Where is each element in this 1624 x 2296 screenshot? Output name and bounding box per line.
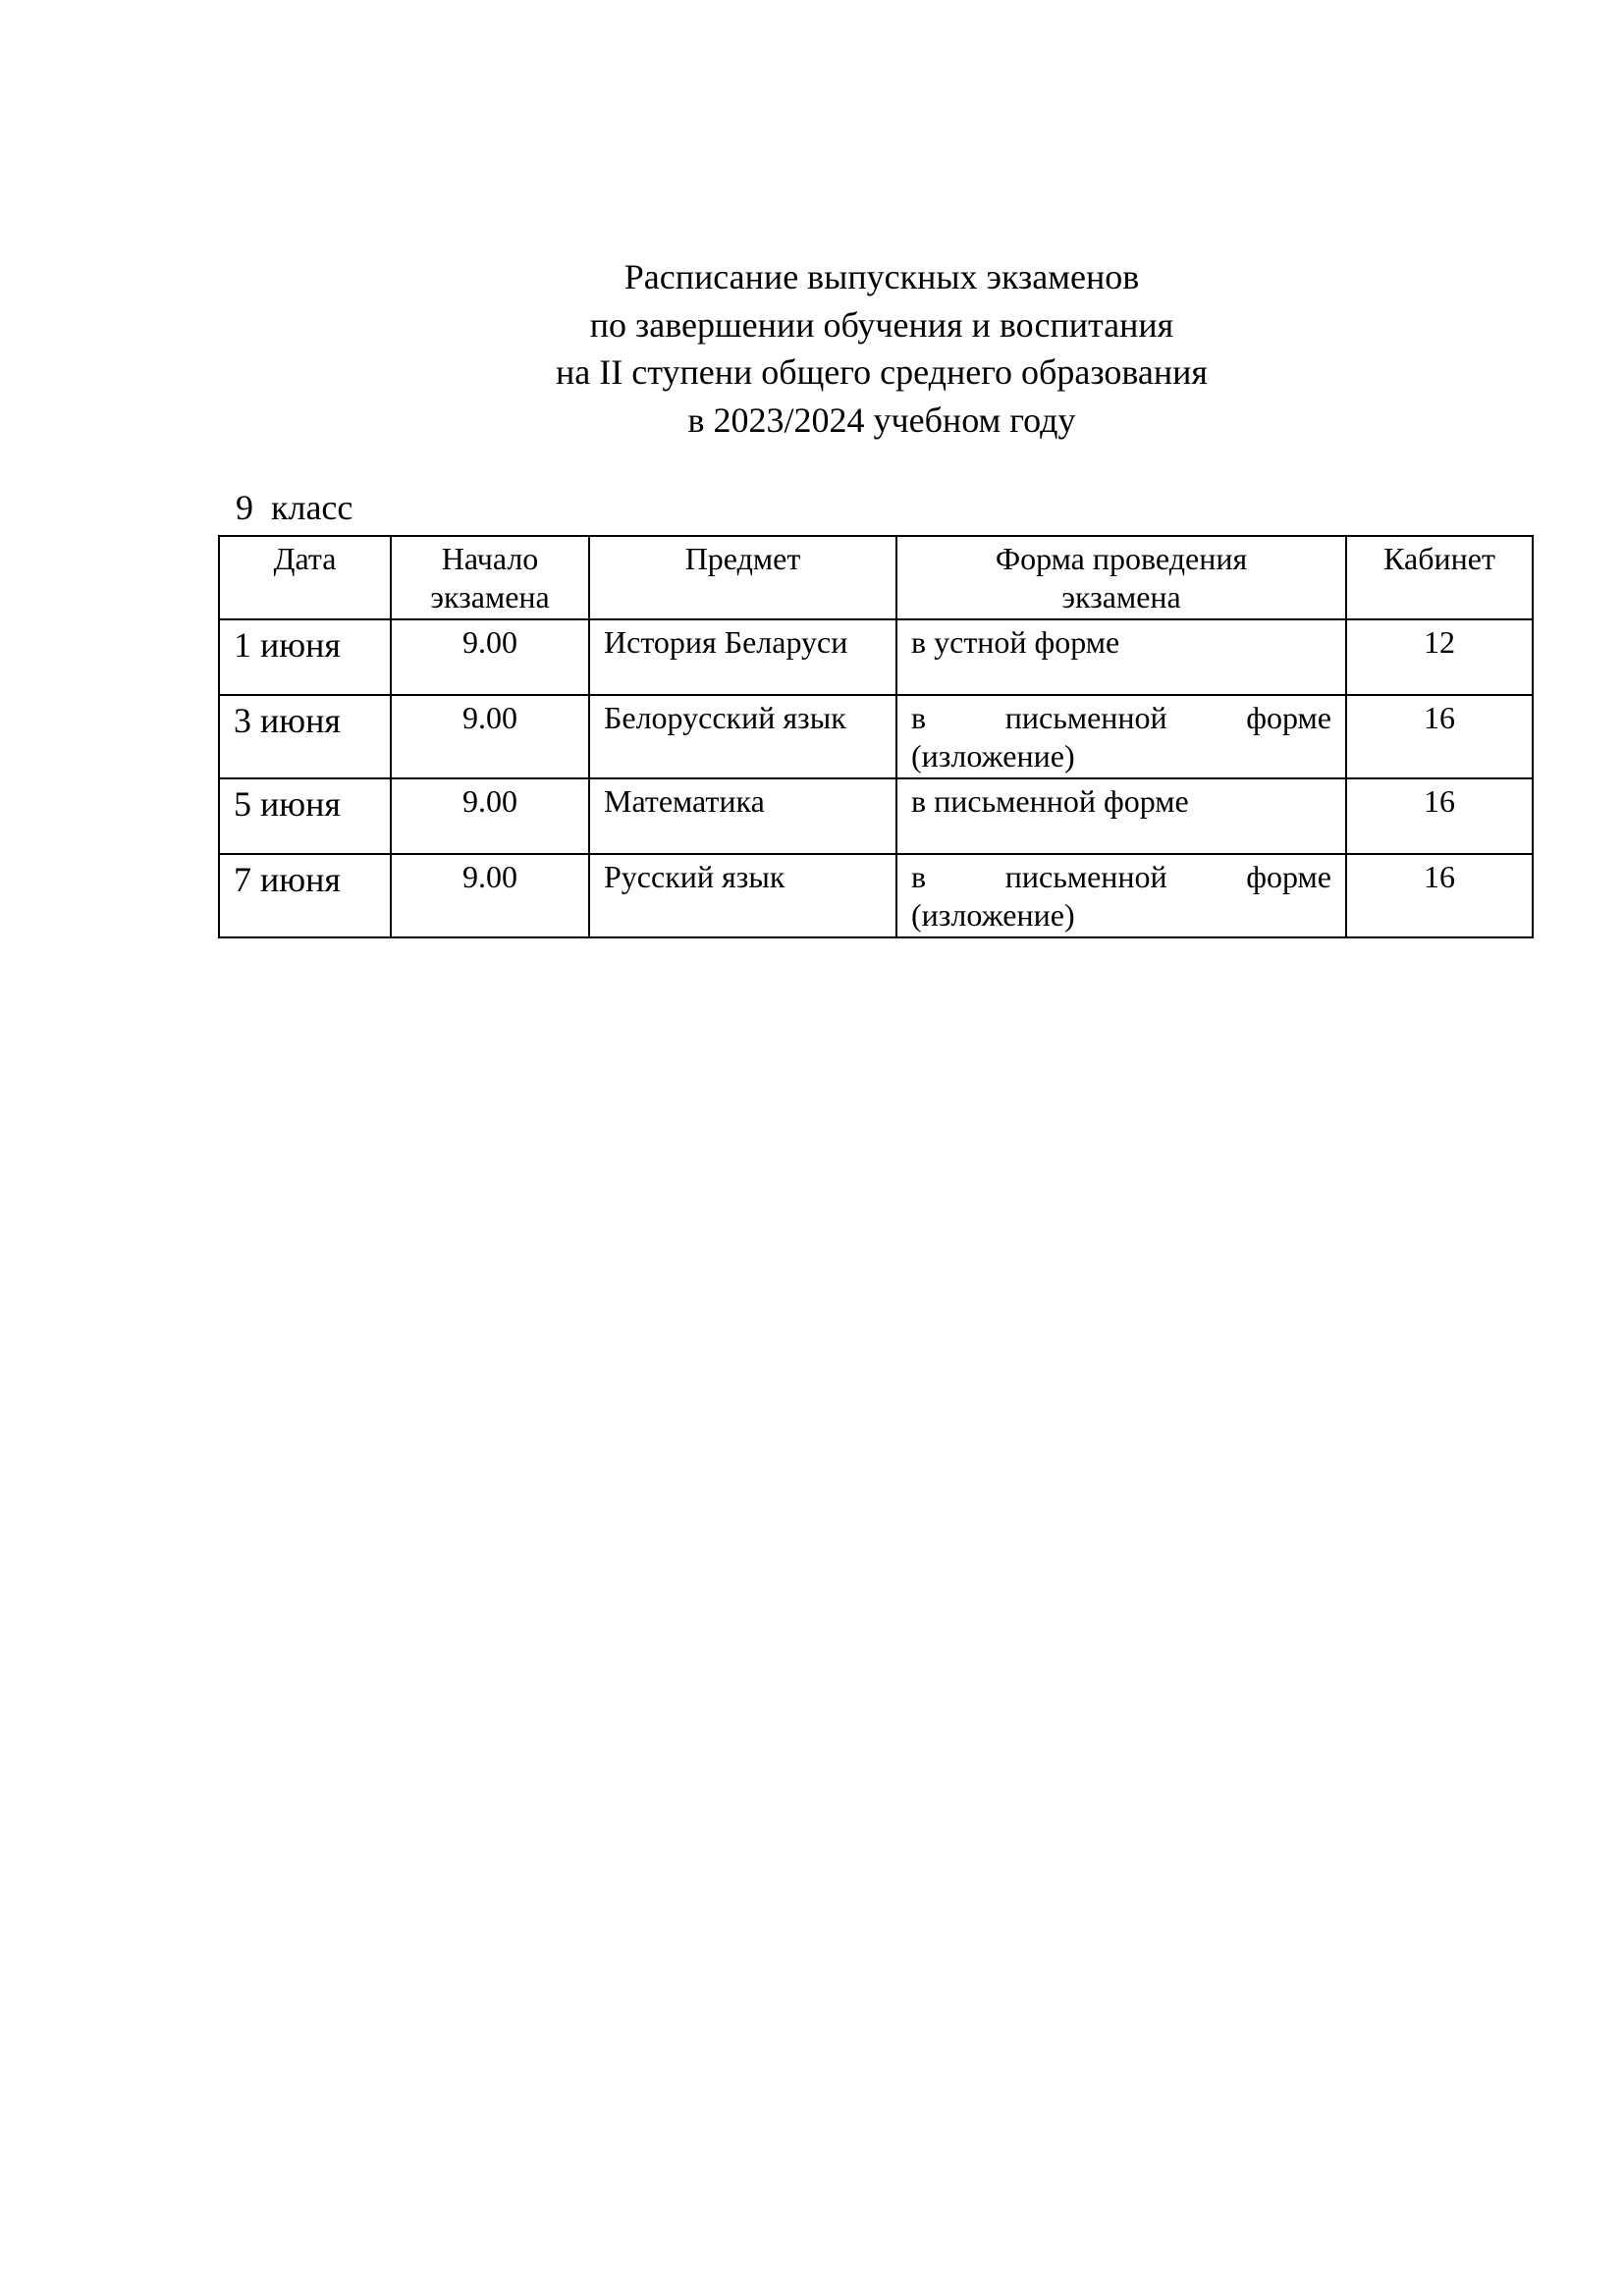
exam-form-word: в [911, 859, 927, 894]
cell-room: 16 [1346, 778, 1533, 854]
exam-form-line1 [911, 699, 1331, 737]
header-form-line2: экзамена [1061, 579, 1181, 614]
header-start-time [391, 536, 589, 619]
header-room: Кабинет [1346, 536, 1533, 619]
table-header-row [219, 536, 1533, 619]
cell-room: 16 [1346, 854, 1533, 937]
header-start-line2: экзамена [430, 579, 550, 614]
cell-subject: Математика [589, 778, 896, 854]
header-form-line1: Форма проведения [995, 541, 1248, 576]
exam-form-line2: (изложение) [911, 738, 1075, 774]
cell-date: 7 июня [219, 854, 391, 937]
document-title [0, 253, 1624, 444]
cell-time: 9.00 [391, 619, 589, 695]
exam-form-line1 [911, 858, 1331, 896]
cell-time: 9.00 [391, 695, 589, 778]
exam-form-line2: (изложение) [911, 897, 1075, 933]
header-date: Дата [219, 536, 391, 619]
table-row [219, 619, 1533, 695]
header-subject: Предмет [589, 536, 896, 619]
title-line-1: Расписание выпускных экзаменов [623, 257, 1140, 296]
title-line-4: в 2023/2024 учебном году [687, 400, 1076, 440]
cell-room: 16 [1346, 695, 1533, 778]
exam-form-word: форме [1246, 859, 1331, 894]
cell-subject: Русский язык [589, 854, 896, 937]
exam-form-word: письменной [1004, 859, 1167, 894]
cell-date: 3 июня [219, 695, 391, 778]
cell-room: 12 [1346, 619, 1533, 695]
header-exam-form [896, 536, 1346, 619]
exam-schedule-table [218, 535, 1534, 938]
exam-form-word: в [911, 700, 927, 735]
cell-exam-form [896, 695, 1346, 778]
table-row [219, 778, 1533, 854]
cell-exam-form: в устной форме [896, 619, 1346, 695]
cell-date: 5 июня [219, 778, 391, 854]
title-line-3: на II ступени общего среднего образования [556, 352, 1208, 392]
cell-subject: Белорусский язык [589, 695, 896, 778]
table-row [219, 695, 1533, 778]
cell-time: 9.00 [391, 778, 589, 854]
cell-exam-form: в письменной форме [896, 778, 1346, 854]
exam-form-word: письменной [1004, 700, 1167, 735]
title-line-2: по завершении обучения и воспитания [589, 304, 1174, 345]
cell-time: 9.00 [391, 854, 589, 937]
header-start-line1: Начало [441, 541, 539, 576]
cell-subject: История Беларуси [589, 619, 896, 695]
exam-form-word: форме [1246, 700, 1331, 735]
table-row [219, 854, 1533, 937]
cell-date: 1 июня [219, 619, 391, 695]
cell-exam-form [896, 854, 1346, 937]
class-label: 9 класс [236, 488, 353, 527]
